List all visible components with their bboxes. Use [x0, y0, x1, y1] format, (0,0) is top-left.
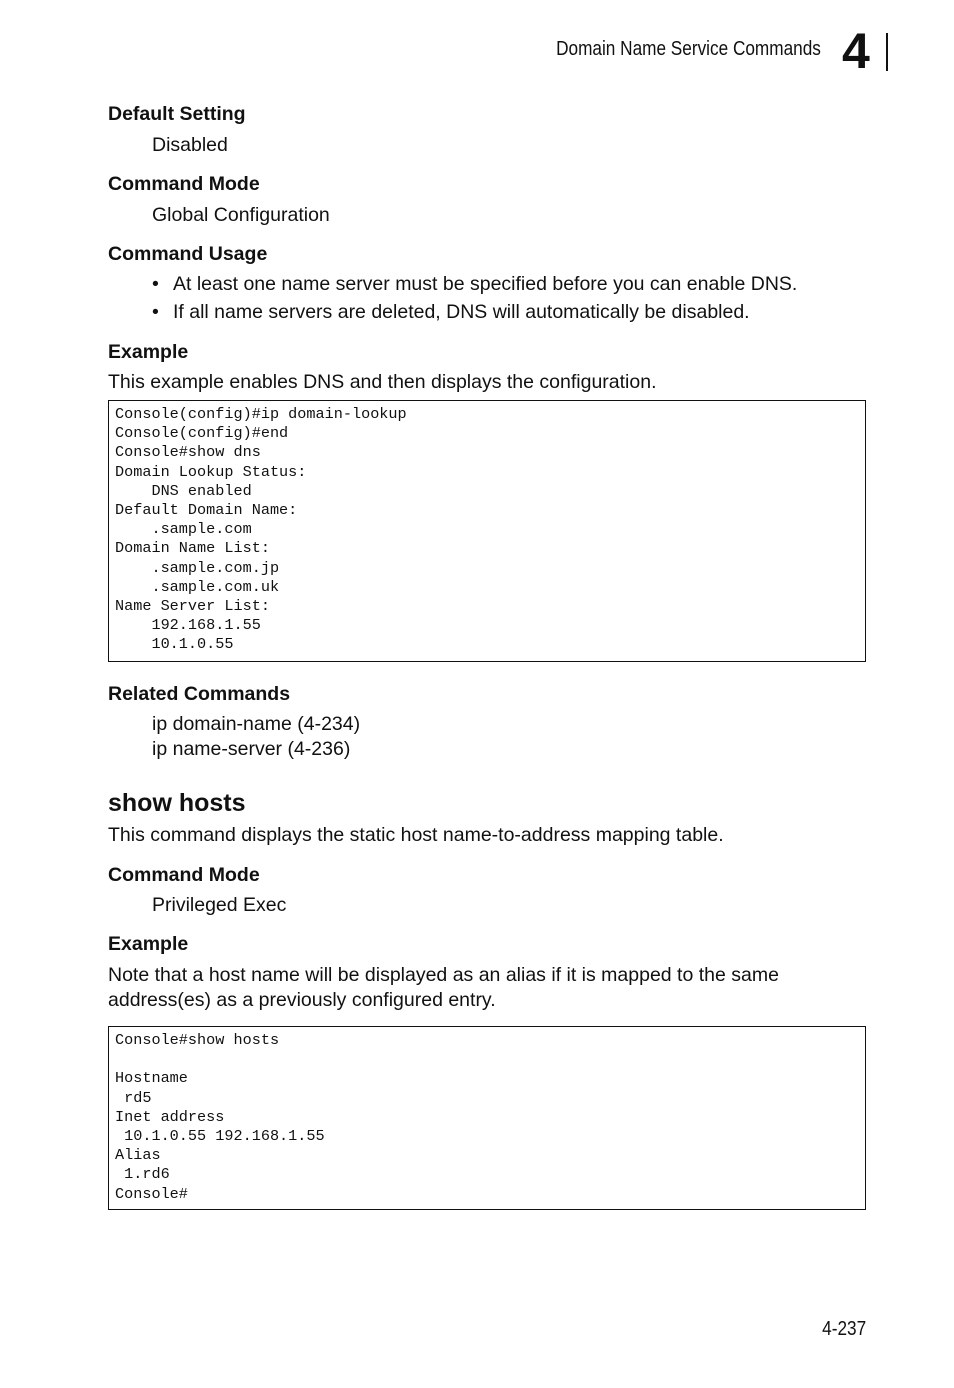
- code-line: Domain Name List:: [115, 539, 270, 558]
- code-line: Console#: [115, 1184, 188, 1203]
- command-mode-heading: Command Mode: [108, 173, 260, 195]
- code-line: 192.168.1.55: [115, 616, 261, 635]
- code-line: Default Domain Name:: [115, 500, 298, 519]
- code-line: Alias: [115, 1146, 161, 1165]
- code-line: .sample.com.uk: [115, 577, 280, 596]
- example-description-line: Note that a host name will be displayed as an alias if it is mapped to the same: [108, 964, 779, 986]
- code-example-hosts: [108, 1026, 866, 1210]
- section-title: show hosts: [108, 789, 246, 817]
- related-command-link[interactable]: ip name-server (4-236): [152, 738, 351, 760]
- code-line: Name Server List:: [115, 596, 270, 615]
- default-setting-heading: Default Setting: [108, 103, 246, 125]
- command-mode-heading: Command Mode: [108, 864, 260, 886]
- command-mode-value: Privileged Exec: [152, 894, 287, 916]
- bullet-dot: •: [152, 273, 159, 295]
- code-line: Inet address: [115, 1107, 225, 1126]
- code-line: Console#show dns: [115, 443, 261, 462]
- code-line: .sample.com.jp: [115, 558, 280, 577]
- usage-bullet-text: At least one name server must be specified before you can enable DNS.: [173, 273, 798, 295]
- example-description: This example enables DNS and then displays the configuration.: [108, 371, 657, 393]
- default-setting-value: Disabled: [152, 134, 228, 156]
- usage-bullet-text: If all name servers are deleted, DNS will automatically be disabled.: [173, 301, 750, 323]
- code-line: rd5: [115, 1088, 152, 1107]
- example-description-line: address(es) as a previously configured entry.: [108, 989, 496, 1011]
- code-line: .sample.com: [115, 520, 252, 539]
- example-heading: Example: [108, 341, 189, 363]
- code-line: 10.1.0.55 192.168.1.55: [115, 1126, 325, 1145]
- code-example-dns: [108, 400, 866, 662]
- code-line: 1.rd6: [115, 1165, 170, 1184]
- code-line: Hostname: [115, 1069, 188, 1088]
- chapter-number: 4: [842, 23, 870, 79]
- code-line: DNS enabled: [115, 481, 252, 500]
- usage-bullet: [152, 272, 797, 296]
- usage-bullet: [152, 300, 750, 324]
- code-line: Console(config)#ip domain-lookup: [115, 405, 407, 423]
- command-usage-heading: Command Usage: [108, 243, 268, 265]
- code-line: [109, 1050, 865, 1069]
- command-mode-value: Global Configuration: [152, 204, 330, 226]
- page-number: 4-237: [822, 1318, 866, 1340]
- code-line: 10.1.0.55: [115, 635, 234, 654]
- related-commands-heading: Related Commands: [108, 683, 291, 705]
- section-description: This command displays the static host name-to-address mapping table.: [108, 824, 724, 846]
- running-header: Domain Name Service Commands: [556, 38, 821, 60]
- example-heading: Example: [108, 933, 189, 955]
- related-command-link[interactable]: ip domain-name (4-234): [152, 713, 361, 735]
- chapter-rule: [886, 33, 888, 71]
- code-line: Console(config)#end: [115, 424, 289, 443]
- code-line: Console#show hosts: [115, 1031, 280, 1049]
- code-line: Domain Lookup Status:: [115, 462, 307, 481]
- bullet-dot: •: [152, 301, 159, 323]
